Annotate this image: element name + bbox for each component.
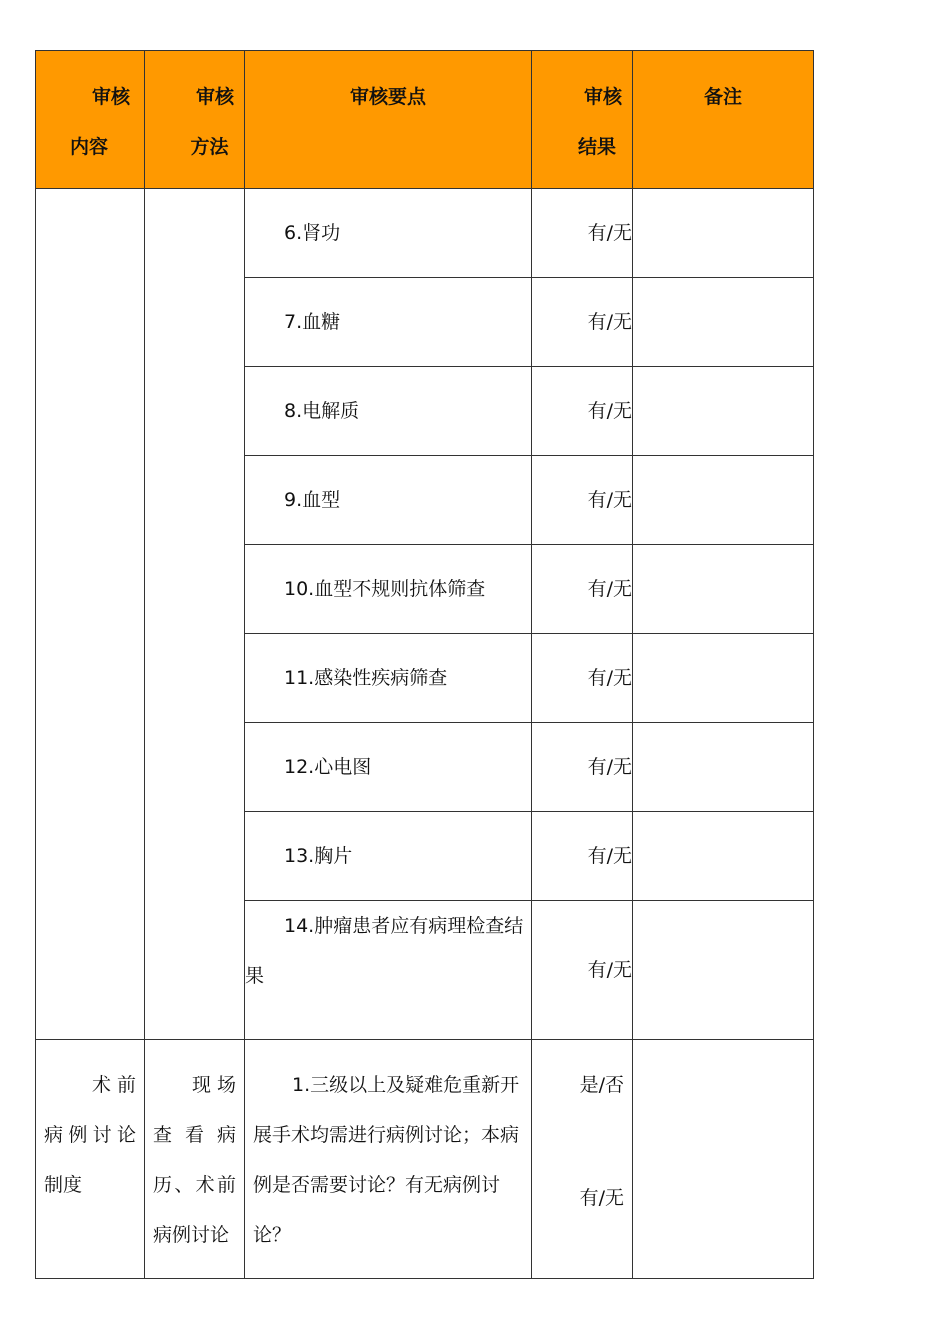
audit-result-cell: 有/无 xyxy=(532,189,633,278)
audit-point-cell: 6.肾功 xyxy=(245,189,532,278)
remarks-cell[interactable] xyxy=(633,189,814,278)
remarks-cell[interactable] xyxy=(633,812,814,901)
header-audit-content-line2: 内容 xyxy=(70,136,109,158)
audit-method-cell-empty xyxy=(145,189,245,1040)
header-audit-content-line1: 审核 xyxy=(91,86,130,108)
remarks-cell[interactable] xyxy=(633,634,814,723)
audit-result-cell: 有/无 xyxy=(532,456,633,545)
header-audit-points: 审核要点 xyxy=(245,51,532,189)
audit-result-cell: 有/无 xyxy=(532,367,633,456)
audit-content-line: 制度 xyxy=(44,1174,83,1196)
audit-point-cell: 10.血型不规则抗体筛查 xyxy=(245,545,532,634)
audit-content-cell-empty xyxy=(36,189,145,1040)
audit-method-line: 病例讨论 xyxy=(153,1224,230,1246)
audit-result-cell: 有/无 xyxy=(532,278,633,367)
audit-result-cell: 有/无 xyxy=(532,901,633,1040)
audit-point-cell: 11.感染性疾病筛查 xyxy=(245,634,532,723)
header-audit-result xyxy=(532,51,633,189)
table-row xyxy=(36,189,814,278)
audit-result-cell xyxy=(532,1040,633,1279)
remarks-cell[interactable] xyxy=(633,1040,814,1279)
audit-content-line: 病例讨论 xyxy=(44,1124,136,1146)
audit-result-yes-no: 是/否 xyxy=(579,1074,624,1096)
remarks-cell[interactable] xyxy=(633,901,814,1040)
audit-result-have-none: 有/无 xyxy=(579,1187,624,1209)
audit-point-cell: 8.电解质 xyxy=(245,367,532,456)
audit-point-cell: 14.肿瘤患者应有病理检查结果 xyxy=(245,901,532,1040)
audit-method-line: 历、术前 xyxy=(153,1174,236,1196)
remarks-cell[interactable] xyxy=(633,545,814,634)
audit-point-text: 1.三级以上及疑难危重新开展手术均需进行病例讨论；本病例是否需要讨论？有无病例讨论？ xyxy=(253,1074,520,1246)
header-audit-method-line1: 审核 xyxy=(195,86,234,108)
audit-content-cell xyxy=(36,1040,145,1279)
table-header-row xyxy=(36,51,814,189)
audit-point-cell xyxy=(245,1040,532,1279)
header-audit-method xyxy=(145,51,245,189)
remarks-cell[interactable] xyxy=(633,278,814,367)
header-audit-method-line2: 方法 xyxy=(190,136,229,158)
audit-point-cell: 9.血型 xyxy=(245,456,532,545)
audit-checklist-table xyxy=(35,50,814,1279)
audit-content-line: 术 前 xyxy=(91,1074,136,1096)
audit-point-cell: 13.胸片 xyxy=(245,812,532,901)
remarks-cell[interactable] xyxy=(633,723,814,812)
header-audit-content xyxy=(36,51,145,189)
audit-result-cell: 有/无 xyxy=(532,545,633,634)
remarks-cell[interactable] xyxy=(633,456,814,545)
remarks-cell[interactable] xyxy=(633,367,814,456)
audit-result-cell: 有/无 xyxy=(532,812,633,901)
header-audit-result-line2: 结果 xyxy=(577,136,616,158)
table-row-preop-discussion xyxy=(36,1040,814,1279)
header-audit-result-line1: 审核 xyxy=(583,86,622,108)
audit-result-cell: 有/无 xyxy=(532,723,633,812)
header-remarks: 备注 xyxy=(633,51,814,189)
audit-point-cell: 7.血糖 xyxy=(245,278,532,367)
audit-result-cell: 有/无 xyxy=(532,634,633,723)
audit-method-line: 现 场 xyxy=(191,1074,236,1096)
audit-point-cell: 12.心电图 xyxy=(245,723,532,812)
audit-method-cell xyxy=(145,1040,245,1279)
audit-method-line: 查 看 病 xyxy=(153,1124,236,1146)
